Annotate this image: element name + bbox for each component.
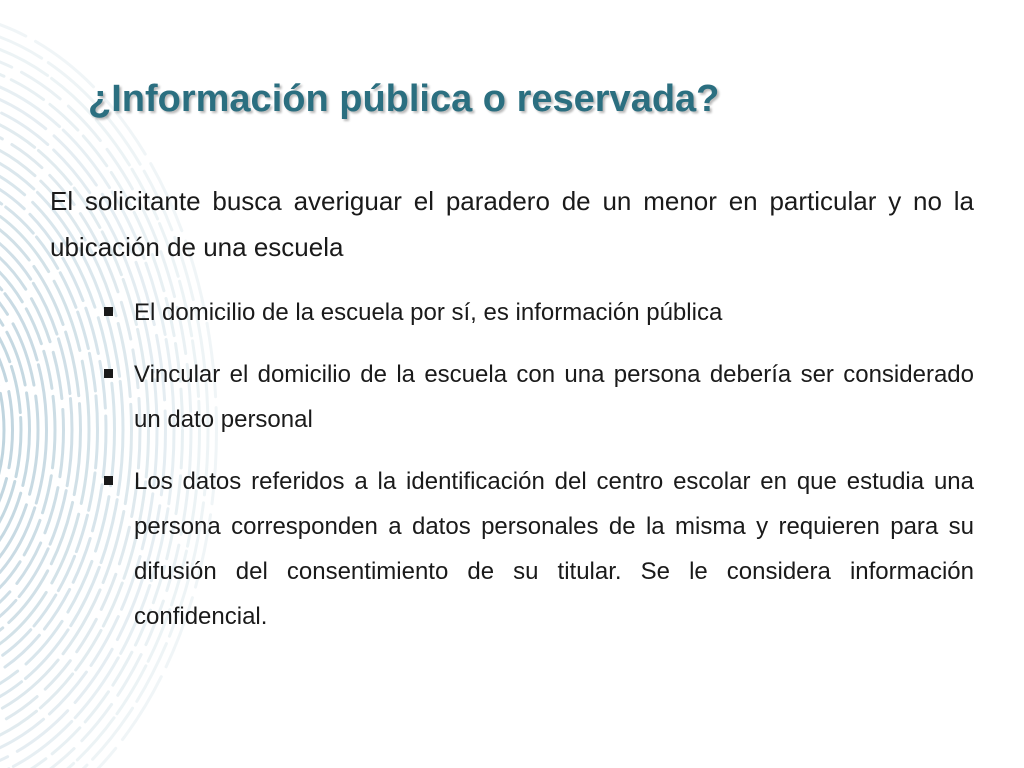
slide-title: ¿Información pública o reservada? <box>88 78 720 120</box>
square-bullet-icon <box>104 369 113 378</box>
fingerprint-ridge <box>0 252 47 608</box>
bullet-text: El domicilio de la escuela por sí, es información pública <box>134 299 723 326</box>
fingerprint-ridge <box>0 276 30 584</box>
bullet-list <box>100 290 974 656</box>
square-bullet-icon <box>104 476 113 485</box>
bullet-text: Los datos referidos a la identificación del centro escolar en que estudia una persona corresponden a datos personales de la misma y requieren para su difusión del consentimiento de su titular. Se le considera información confidencial. <box>134 468 974 630</box>
fingerprint-ridge <box>0 264 38 596</box>
fingerprint-ridge <box>0 240 55 620</box>
fingerprint-ridge <box>0 228 64 632</box>
square-bullet-icon <box>104 307 113 316</box>
fingerprint-ridge <box>0 204 81 656</box>
bullet-item-personal-data-link <box>100 352 974 442</box>
fingerprint-ridge <box>0 300 13 560</box>
fingerprint-ridge <box>0 288 21 572</box>
bullet-item-confidential-info <box>100 459 974 639</box>
intro-paragraph: El solicitante busca averiguar el paradero de un menor en particular y no la ubicación de una escuela <box>50 186 974 262</box>
bullet-text: Vincular el domicilio de la escuela con una persona debería ser considerado un dato personal <box>134 361 974 433</box>
bullet-item-school-address <box>100 290 974 335</box>
fingerprint-ridge <box>0 312 4 548</box>
fingerprint-ridge <box>0 216 72 644</box>
